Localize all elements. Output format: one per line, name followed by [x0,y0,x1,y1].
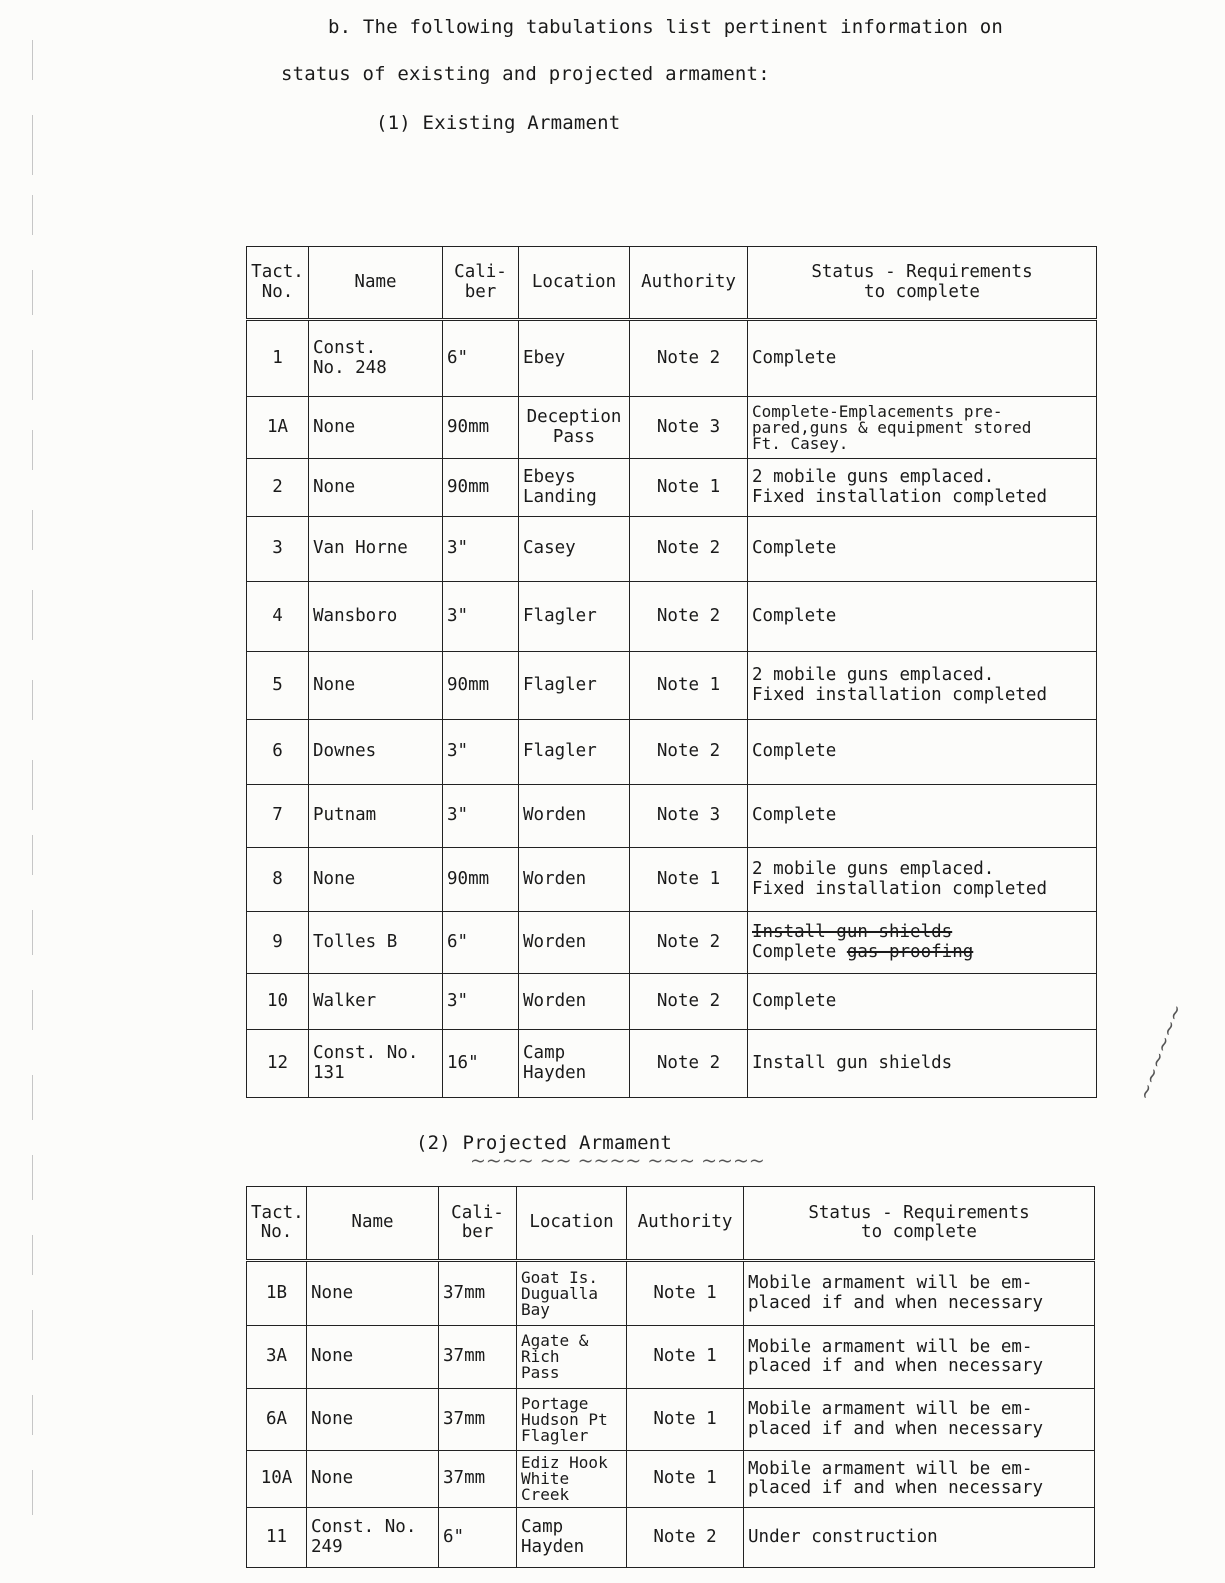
location-cell: Ebey [519,320,630,397]
status-cell: Mobile armament will be em- placed if and when necessary [744,1326,1095,1389]
table-row [247,1389,1095,1451]
caliber-cell: 37mm [439,1261,517,1326]
authority-cell: Note 2 [630,974,748,1030]
margin-mark [32,990,33,1030]
table-row [247,912,1097,974]
status-cell: Under construction [744,1508,1095,1568]
name-cell: Const. No. 131 [309,1030,443,1098]
status-cell: Complete [748,785,1097,848]
tact-no-cell: 9 [247,912,309,974]
caliber-cell: 90mm [443,848,519,912]
name-cell: None [307,1451,439,1508]
table-row [247,320,1097,397]
authority-cell: Note 2 [630,912,748,974]
location-cell: Casey [519,517,630,582]
margin-mark [32,430,33,470]
column-header: Location [519,247,630,320]
margin-mark [32,1310,33,1360]
tact-no-cell: 1B [247,1261,307,1326]
location-cell: Goat Is. Dugualla Bay [517,1261,627,1326]
projected-armament-table [246,1186,1095,1568]
tact-no-cell: 8 [247,848,309,912]
existing-armament-table [246,246,1097,1098]
status-cell: Mobile armament will be em- placed if and when necessary [744,1451,1095,1508]
name-cell: Tolles B [309,912,443,974]
authority-cell: Note 2 [627,1508,744,1568]
table-row [247,1030,1097,1098]
status-cell: 2 mobile guns emplaced. Fixed installation completed [748,848,1097,912]
authority-cell: Note 2 [630,720,748,785]
status-cell: Complete [748,320,1097,397]
name-cell: Walker [309,974,443,1030]
authority-cell: Note 2 [630,517,748,582]
authority-cell: Note 1 [630,652,748,720]
location-cell: Portage Hudson Pt Flagler [517,1389,627,1451]
location-cell: Flagler [519,720,630,785]
margin-mark [32,40,33,80]
location-cell: Camp Hayden [517,1508,627,1568]
tact-no-cell: 11 [247,1508,307,1568]
column-header: Name [309,247,443,320]
table-row [247,1326,1095,1389]
intro-line-2: status of existing and projected armament: [281,63,770,85]
margin-mark [32,835,33,875]
authority-cell: Note 1 [627,1389,744,1451]
status-cell: 2 mobile guns emplaced. Fixed installation completed [748,652,1097,720]
authority-cell: Note 1 [630,459,748,517]
name-cell: Const. No. 249 [307,1508,439,1568]
caliber-cell: 16" [443,1030,519,1098]
status-cell: Install gun shields [748,1030,1097,1098]
name-cell: Wansboro [309,582,443,652]
column-header: Tact. No. [247,1187,307,1261]
caliber-cell: 6" [439,1508,517,1568]
margin-mark [32,1395,33,1435]
table-row [247,459,1097,517]
caliber-cell: 37mm [439,1451,517,1508]
name-cell: Const. No. 248 [309,320,443,397]
caliber-cell: 90mm [443,459,519,517]
tact-no-cell: 6 [247,720,309,785]
caliber-cell: 6" [443,320,519,397]
margin-mark [32,760,33,810]
caliber-cell: 90mm [443,397,519,459]
authority-cell: Note 1 [630,848,748,912]
table-row [247,1451,1095,1508]
table-header-row [247,1187,1095,1261]
name-cell: None [309,459,443,517]
caliber-cell: 6" [443,912,519,974]
location-cell: Worden [519,912,630,974]
caliber-cell: 3" [443,582,519,652]
table-row [247,517,1097,582]
authority-cell: Note 1 [627,1326,744,1389]
column-header: Status - Requirements to complete [744,1187,1095,1261]
status-cell: 2 mobile guns emplaced. Fixed installation completed [748,459,1097,517]
intro-line-1: b. The following tabulations list pertinent information on [328,16,1004,38]
table-header-row [247,247,1097,320]
tact-no-cell: 3A [247,1326,307,1389]
authority-cell: Note 2 [630,1030,748,1098]
margin-mark [32,1470,33,1515]
column-header: Name [307,1187,439,1261]
struck-text: Install gun shields [752,922,953,943]
tact-no-cell: 6A [247,1389,307,1451]
caliber-cell: 37mm [439,1326,517,1389]
tact-no-cell: 10A [247,1451,307,1508]
column-header: Cali- ber [439,1187,517,1261]
projected-armament-heading: (2) Projected Armament [416,1132,673,1154]
caliber-cell: 3" [443,517,519,582]
tact-no-cell: 2 [247,459,309,517]
location-cell: Flagler [519,582,630,652]
status-text: Complete [752,941,837,962]
name-cell: None [307,1389,439,1451]
tact-no-cell: 3 [247,517,309,582]
authority-cell: Note 3 [630,785,748,848]
status-cell: Complete-Emplacements pre- pared,guns & equipment stored Ft. Casey. [748,397,1097,459]
margin-mark [32,680,33,720]
struck-text: gas proofing [846,941,974,962]
location-cell: Ediz Hook White Creek [517,1451,627,1508]
authority-cell: Note 2 [630,582,748,652]
caliber-cell: 3" [443,974,519,1030]
name-cell: None [309,652,443,720]
name-cell: None [307,1326,439,1389]
tact-no-cell: 5 [247,652,309,720]
tact-no-cell: 12 [247,1030,309,1098]
status-cell [748,912,1097,974]
tact-no-cell: 7 [247,785,309,848]
margin-mark [32,1075,33,1120]
authority-cell: Note 1 [627,1451,744,1508]
caliber-cell: 90mm [443,652,519,720]
location-cell: Worden [519,974,630,1030]
tact-no-cell: 10 [247,974,309,1030]
name-cell: Downes [309,720,443,785]
status-cell: Complete [748,582,1097,652]
table-row [247,785,1097,848]
margin-mark [32,510,33,550]
column-header: Status - Requirements to complete [748,247,1097,320]
location-cell: Deception Pass [519,397,630,459]
authority-cell: Note 1 [627,1261,744,1326]
name-cell: None [309,397,443,459]
caliber-cell: 3" [443,720,519,785]
table-row [247,848,1097,912]
table-row [247,582,1097,652]
existing-armament-heading: (1) Existing Armament [376,112,621,134]
status-cell: Complete [748,974,1097,1030]
authority-cell: Note 2 [630,320,748,397]
status-cell: Mobile armament will be em- placed if and when necessary [744,1261,1095,1326]
status-cell: Complete [748,517,1097,582]
column-header: Tact. No. [247,247,309,320]
location-cell: Flagler [519,652,630,720]
column-header: Location [517,1187,627,1261]
status-cell: Mobile armament will be em- placed if and when necessary [744,1389,1095,1451]
authority-cell: Note 3 [630,397,748,459]
name-cell: None [309,848,443,912]
location-cell: Ebeys Landing [519,459,630,517]
column-header: Authority [627,1187,744,1261]
handwritten-scribble: ~~~~ ~~ ~~~~ ~~~ ~~~~ [470,1150,765,1172]
status-cell: Complete [748,720,1097,785]
location-cell: Worden [519,785,630,848]
margin-mark [32,1235,33,1275]
margin-mark [32,590,33,640]
handwritten-scribble: ~~~~~~ [1131,1000,1189,1104]
margin-mark [32,350,33,400]
tact-no-cell: 1 [247,320,309,397]
table-row [247,397,1097,459]
name-cell: Van Horne [309,517,443,582]
location-cell: Camp Hayden [519,1030,630,1098]
table-row [247,974,1097,1030]
table-row [247,720,1097,785]
table-row [247,1261,1095,1326]
name-cell: Putnam [309,785,443,848]
caliber-cell: 3" [443,785,519,848]
table-row [247,652,1097,720]
tact-no-cell: 1A [247,397,309,459]
column-header: Authority [630,247,748,320]
margin-mark [32,910,33,955]
location-cell: Agate & Rich Pass [517,1326,627,1389]
column-header: Cali- ber [443,247,519,320]
name-cell: None [307,1261,439,1326]
margin-mark [32,270,33,315]
margin-mark [32,1155,33,1200]
tact-no-cell: 4 [247,582,309,652]
table-row [247,1508,1095,1568]
location-cell: Worden [519,848,630,912]
margin-mark [32,115,33,175]
caliber-cell: 37mm [439,1389,517,1451]
margin-mark [32,195,33,235]
